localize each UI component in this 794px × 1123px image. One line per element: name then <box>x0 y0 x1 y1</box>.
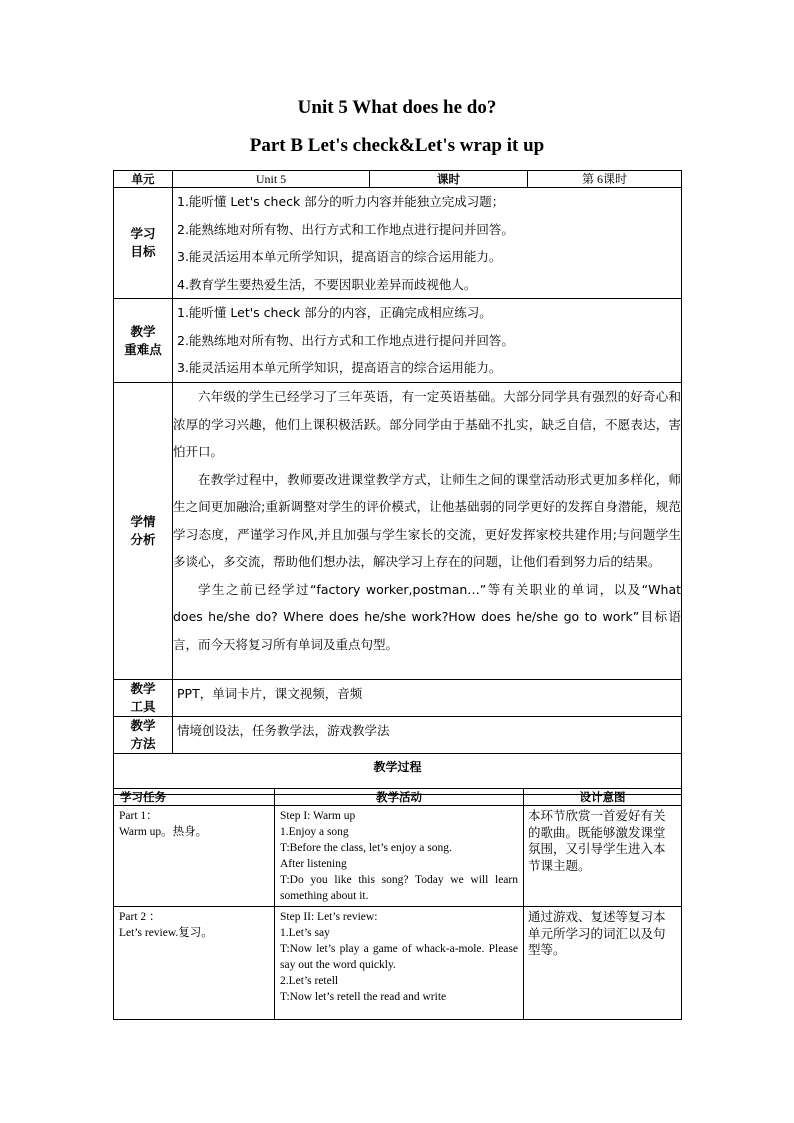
keypoints-label <box>114 299 173 383</box>
goals-label-text: 学习 目标 <box>130 226 156 259</box>
col-intent-header: 设计意图 <box>524 789 682 806</box>
activity-line: After listening <box>280 858 347 870</box>
tools-value: PPT，单词卡片，课文视频，音频 <box>177 686 363 701</box>
keypoint-item: 3.能灵活运用本单元所学知识，提高语言的综合运用能力。 <box>177 360 502 375</box>
goal-item: 3.能灵活运用本单元所学知识，提高语言的综合运用能力。 <box>177 249 502 264</box>
activity-line: T:Now let’s play a game of whack-a-mole. Please say out the word quickly. <box>280 943 518 971</box>
period-label: 课时 <box>370 171 528 188</box>
tools-label <box>114 680 173 717</box>
task-line: Warm up。热身。 <box>119 826 208 838</box>
methods-content <box>173 717 682 754</box>
tools-row <box>114 680 682 717</box>
period-value: 第 6课时 <box>528 171 682 188</box>
intent-cell: 本环节欣赏一首爱好有关的歌曲。既能够激发课堂氛围，又引导学生进入本节课主题。 <box>524 806 682 907</box>
activity-line: T:Before the class, let’s enjoy a song. <box>280 842 452 854</box>
goal-item: 1.能听懂 Let's check 部分的听力内容并能独立完成习题； <box>177 194 505 209</box>
task-line: Part 2 ： <box>119 911 161 923</box>
activity-line: Step II: Let’s review: <box>280 911 378 923</box>
activity-line: 1.Let’s say <box>280 927 330 939</box>
task-cell <box>114 806 275 907</box>
analysis-label <box>114 383 173 680</box>
activity-cell <box>275 806 524 907</box>
process-row <box>114 806 682 907</box>
task-cell <box>114 907 275 1020</box>
unit-label: 单元 <box>114 171 173 188</box>
page-subtitle: Part B Let's check&Let's wrap it up <box>249 135 545 156</box>
analysis-paragraph: 学生之前已经学过“factory worker,postman…”等有关职业的单词，以及“What does he/she do? Where does he/she work?How does he/she go to work”目标语言，而今天将复习所有单词及重点句型。 <box>173 581 681 652</box>
analysis-row <box>114 383 682 680</box>
analysis-paragraph: 六年级的学生已经学习了三年英语，有一定英语基础。大部分同学具有强烈的好奇心和浓厚的学习兴趣，他们上课积极活跃。部分同学由于基础不扎实，缺乏自信，不愿表达，害怕开口。 <box>173 389 681 459</box>
methods-label-text: 教学 方法 <box>130 718 156 751</box>
col-task-header: 学习任务 <box>114 789 275 806</box>
goals-row <box>114 188 682 299</box>
keypoints-label-text: 教学 重难点 <box>124 323 162 357</box>
activity-line: T:Do you like this song? Today we will learn something about it. <box>280 874 518 902</box>
methods-value: 情境创设法，任务教学法，游戏教学法 <box>177 723 390 738</box>
process-title: 教学过程 <box>114 754 682 795</box>
tools-label-text: 教学 工具 <box>130 681 156 714</box>
methods-row <box>114 717 682 754</box>
intent-cell: 通过游戏、复述等复习本单元所学习的词汇以及句型等。 <box>524 907 682 1020</box>
header-row <box>114 171 682 188</box>
goals-content <box>173 188 682 299</box>
activity-cell <box>275 907 524 1020</box>
task-line: Let’s review.复习。 <box>119 927 213 939</box>
task-line: Part 1： <box>119 810 158 822</box>
unit-value: Unit 5 <box>173 171 370 188</box>
lesson-plan-table <box>113 170 682 795</box>
tools-content <box>173 680 682 717</box>
activity-line: 1.Enjoy a song <box>280 826 349 838</box>
keypoint-item: 2.能熟练地对所有物、出行方式和工作地点进行提问并回答。 <box>177 332 514 348</box>
goals-label <box>114 188 173 299</box>
keypoints-content <box>173 299 682 383</box>
goal-item: 4.教育学生要热爱生活，不要因职业差异而歧视他人。 <box>177 276 477 292</box>
keypoints-row <box>114 299 682 383</box>
process-table <box>113 788 682 1020</box>
col-activity-header: 教学活动 <box>275 789 524 806</box>
analysis-content <box>173 383 682 680</box>
analysis-paragraph: 在教学过程中，教师要改进课堂教学方式，让师生之间的课堂活动形式更加多样化，师生之间更加融洽;重新调整对学生的评价模式，让他基础弱的同学更好的发挥自身潜能，规范学习态度，严谨学习作风,并且加强与学生家长的交流，更好发挥家校共建作用;与问题学生多谈心，多交流，帮助他们想办法，解决学习上存在的问题，让他们看到努力后的结果。 <box>173 471 681 569</box>
activity-line: Step I: Warm up <box>280 810 356 822</box>
activity-line: 2.Let’s retell <box>280 975 339 987</box>
page-title: Unit 5 What does he do? <box>297 97 497 118</box>
analysis-label-text: 学情 分析 <box>130 514 156 547</box>
methods-label <box>114 717 173 754</box>
keypoint-item: 1.能听懂 Let's check 部分的内容，正确完成相应练习。 <box>177 305 492 320</box>
process-row <box>114 907 682 1020</box>
goal-item: 2.能熟练地对所有物、出行方式和工作地点进行提问并回答。 <box>177 221 514 237</box>
process-header-row <box>114 789 682 806</box>
activity-line: T:Now let’s retell the read and write <box>280 991 447 1003</box>
